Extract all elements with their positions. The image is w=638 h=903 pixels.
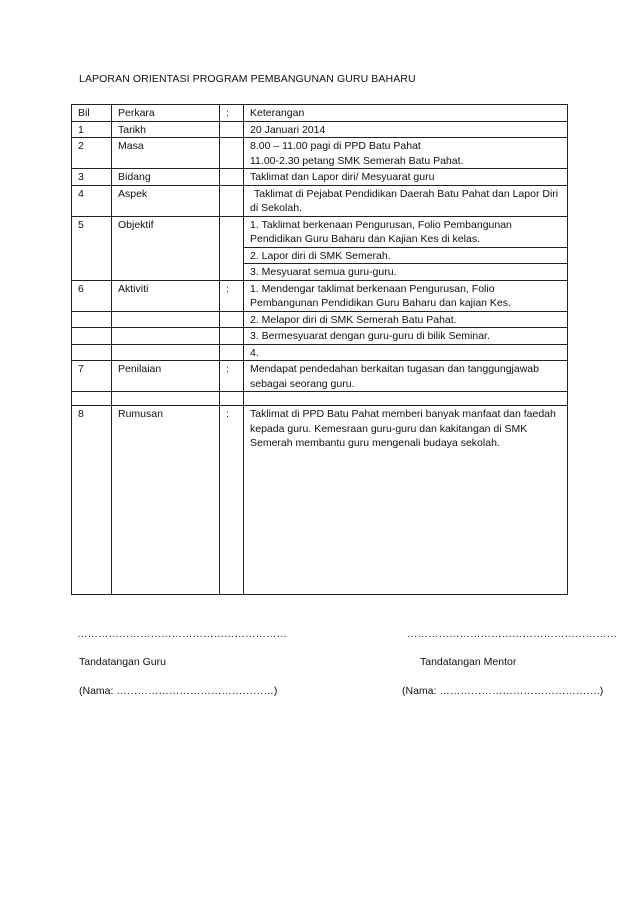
row-bil: 2	[72, 138, 112, 169]
keterangan-line: Pendidikan Guru Baharu dan Kajian Kes di kelas.	[250, 233, 480, 245]
row-keterangan: 3. Bermesyuarat dengan guru-guru di bilik Seminar.	[244, 328, 568, 345]
row-colon: :	[220, 361, 244, 392]
row-perkara: Tarikh	[112, 121, 220, 138]
row-keterangan	[244, 280, 568, 311]
row-keterangan	[244, 406, 568, 595]
table-header-row	[72, 105, 568, 122]
row-keterangan	[244, 361, 568, 392]
keterangan-line: 1. Taklimat berkenaan Pengurusan, Folio Pembangunan	[250, 218, 512, 231]
row-colon	[220, 216, 244, 280]
row-colon	[220, 185, 244, 216]
keterangan-line: Mendapat pendedahan berkaitan tugasan dan tanggungjawab	[250, 363, 539, 375]
row-keterangan: 2. Lapor diri di SMK Semerah.	[244, 247, 568, 264]
keterangan-line: di Sekolah.	[250, 202, 302, 214]
row-colon: :	[220, 280, 244, 311]
header-perkara: Perkara	[112, 105, 220, 122]
row-keterangan	[244, 185, 568, 216]
table-row	[72, 361, 568, 392]
row-colon	[220, 169, 244, 186]
row-colon	[220, 121, 244, 138]
keterangan-line: 1. Mendengar taklimat berkenaan Pengurusan, Folio	[250, 282, 495, 295]
table-row-empty	[72, 392, 568, 406]
row-bil: 6	[72, 280, 112, 311]
row-bil: 1	[72, 121, 112, 138]
teacher-name-field: (Nama: ………………………………………)	[79, 685, 278, 697]
document-title: LAPORAN ORIENTASI PROGRAM PEMBANGUNAN GURU BAHARU	[79, 73, 416, 85]
row-bil: 7	[72, 361, 112, 392]
teacher-signature-line: ……………………………………………………	[77, 628, 287, 640]
table-row	[72, 328, 568, 345]
keterangan-line: Semerah membantu guru mengenali budaya sekolah.	[250, 437, 500, 449]
row-keterangan: 3. Mesyuarat semua guru-guru.	[244, 264, 568, 281]
table-row	[72, 121, 568, 138]
row-perkara: Masa	[112, 138, 220, 169]
row-bil: 3	[72, 169, 112, 186]
keterangan-line: Taklimat di Pejabat Pendidikan Daerah Batu Pahat dan Lapor Diri	[254, 187, 559, 200]
row-bil: 4	[72, 185, 112, 216]
row-perkara: Bidang	[112, 169, 220, 186]
table-row	[72, 185, 568, 216]
keterangan-line: kepada guru. Kemesraan guru-guru dan kakitangan di SMK	[250, 422, 528, 435]
report-table	[71, 104, 568, 595]
teacher-signature-label: Tandatangan Guru	[79, 656, 166, 668]
row-perkara: Rumusan	[112, 406, 220, 595]
table-row	[72, 311, 568, 328]
row-keterangan: 20 Januari 2014	[244, 121, 568, 138]
keterangan-line: sebagai seorang guru.	[250, 377, 355, 390]
row-keterangan: Taklimat dan Lapor diri/ Mesyuarat guru	[244, 169, 568, 186]
row-keterangan	[244, 216, 568, 247]
row-bil: 8	[72, 406, 112, 595]
table-row	[72, 406, 568, 595]
row-keterangan: 2. Melapor diri di SMK Semerah Batu Pahat.	[244, 311, 568, 328]
row-keterangan	[244, 138, 568, 169]
keterangan-line: Taklimat di PPD Batu Pahat memberi banyak manfaat dan faedah	[250, 408, 556, 420]
mentor-signature-line: ……………………………………………………	[407, 628, 617, 640]
mentor-name-field: (Nama: ……………………………………….)	[402, 685, 604, 697]
header-bil: Bil	[72, 105, 112, 122]
header-colon: :	[220, 105, 244, 122]
header-keterangan: Keterangan	[244, 105, 568, 122]
row-colon: :	[220, 406, 244, 595]
table-row	[72, 169, 568, 186]
row-perkara: Objektif	[112, 216, 220, 280]
table-row	[72, 280, 568, 311]
row-perkara: Aspek	[112, 185, 220, 216]
row-perkara: Aktiviti	[112, 280, 220, 311]
mentor-signature-label: Tandatangan Mentor	[420, 656, 517, 668]
row-perkara: Penilaian	[112, 361, 220, 392]
keterangan-line: Pembangunan Pendidikan Guru Baharu dan kajian Kes.	[250, 297, 511, 309]
table-row	[72, 216, 568, 247]
table-row	[72, 138, 568, 169]
row-bil: 5	[72, 216, 112, 280]
row-colon	[220, 138, 244, 169]
keterangan-line: 11.00-2.30 petang SMK Semerah Batu Pahat.	[250, 154, 464, 167]
keterangan-line: 8.00 – 11.00 pagi di PPD Batu Pahat	[250, 140, 421, 152]
row-keterangan: 4.	[244, 344, 568, 361]
table-row	[72, 344, 568, 361]
